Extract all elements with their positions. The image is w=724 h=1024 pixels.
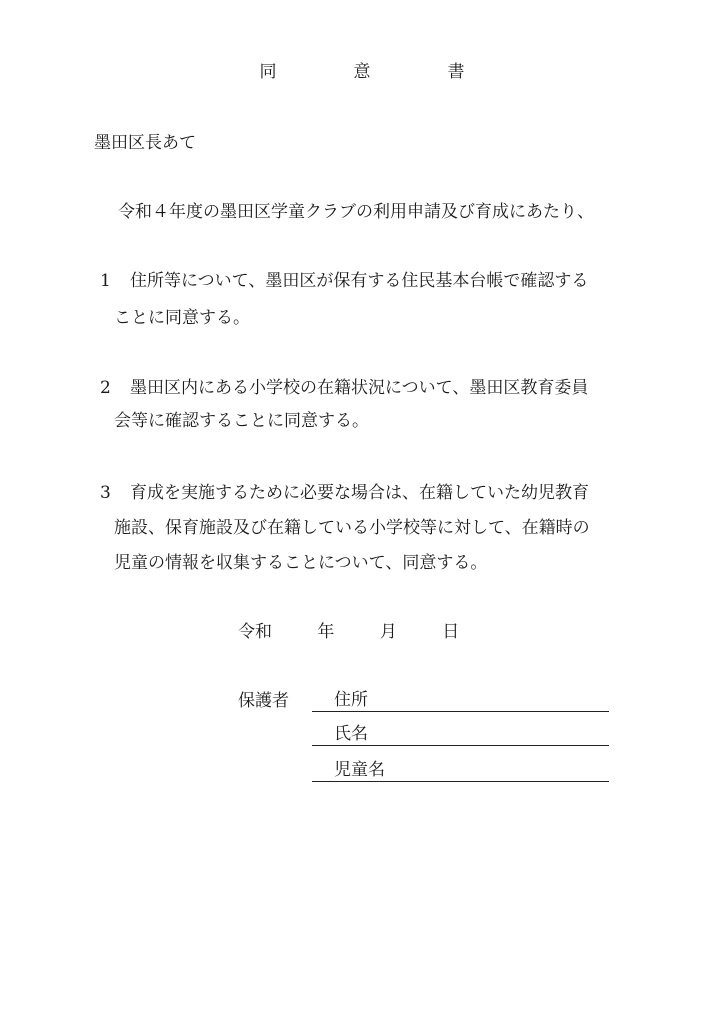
item-2-number: 2 [100, 378, 111, 398]
item-3-number: 3 [100, 483, 111, 503]
date-month-field[interactable]: 月 [379, 622, 397, 642]
date-era: 令和 [238, 622, 272, 642]
item-3-line-1: 育成を実施するために必要な場合は、在籍していた幼児教育 [130, 483, 589, 503]
child-name-field[interactable] [312, 759, 609, 782]
item-3-line-3: 児童の情報を収集することについて、同意する。 [114, 553, 488, 573]
date-row [238, 622, 459, 642]
intro-paragraph: 令和４年度の墨田区学童クラブの利用申請及び育成にあたり、 [118, 202, 594, 222]
guardian-name-field[interactable] [312, 723, 609, 746]
item-1-line-1: 住所等について、墨田区が保有する住民基本台帳で確認する [130, 271, 589, 291]
guardian-name-label: 氏名 [334, 724, 368, 744]
document-title: 同 意 書 [259, 62, 495, 82]
item-2-line-2: 会等に確認することに同意する。 [114, 411, 369, 431]
child-name-label: 児童名 [334, 760, 385, 780]
item-3-line-2: 施設、保育施設及び在籍している小学校等に対して、在籍時の [114, 518, 590, 538]
guardian-label: 保護者 [238, 691, 289, 711]
item-1-number: 1 [100, 271, 111, 291]
item-2-line-1: 墨田区内にある小学校の在籍状況について、墨田区教育委員 [130, 378, 589, 398]
date-year-field[interactable]: 年 [317, 622, 335, 642]
date-day-field[interactable]: 日 [442, 622, 460, 642]
addressee: 墨田区長あて [94, 133, 196, 153]
address-field[interactable] [312, 689, 609, 712]
address-label: 住所 [334, 690, 368, 710]
item-1-line-2: ことに同意する。 [114, 308, 250, 328]
